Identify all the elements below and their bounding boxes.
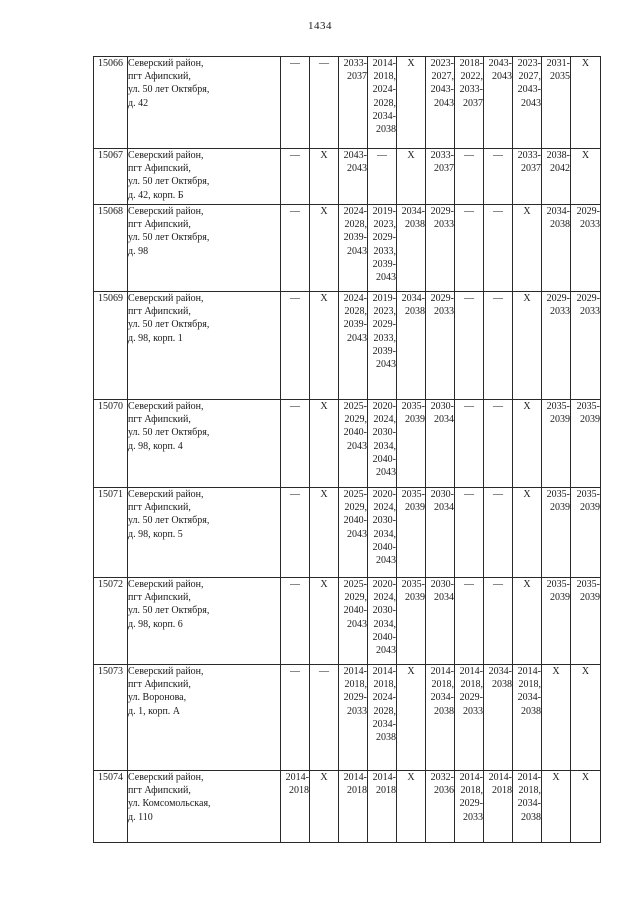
record-number: 15067 xyxy=(94,149,128,205)
period-cell: 2035- 2039 xyxy=(542,488,571,578)
period-cell: 2020- 2024, 2030- 2034, 2040- 2043 xyxy=(368,488,397,578)
address-line: Северский район, xyxy=(128,58,204,69)
period-cell: 2014- 2018 xyxy=(484,771,513,843)
period-cell: 2014- 2018, 2029- 2033 xyxy=(339,665,368,771)
period-cell: 2033- 2037 xyxy=(339,57,368,149)
address-cell xyxy=(128,292,281,400)
period-cell: 2034- 2038 xyxy=(484,665,513,771)
period-cell: — xyxy=(281,488,310,578)
address-line: ул. 50 лет Октября, xyxy=(128,176,210,188)
address-line: д. 98, корп. 4 xyxy=(128,440,183,452)
period-cell: 2018- 2022, 2033- 2037 xyxy=(455,57,484,149)
period-cell: 2035- 2039 xyxy=(571,400,601,488)
address-cell xyxy=(128,665,281,771)
period-cell: 2014- 2018, 2029- 2033 xyxy=(455,771,484,843)
period-cell: 2035- 2039 xyxy=(542,400,571,488)
address-cell xyxy=(128,205,281,292)
record-number: 15070 xyxy=(94,400,128,488)
period-cell: 2035- 2039 xyxy=(542,578,571,665)
table-row xyxy=(94,149,601,205)
period-cell: — xyxy=(281,578,310,665)
address-line: пгт Афипский, xyxy=(128,502,191,514)
address-line: д. 98, корп. 6 xyxy=(128,618,183,630)
record-number: 15074 xyxy=(94,771,128,843)
address-line: пгт Афипский, xyxy=(128,71,191,83)
address-line: Северский район, xyxy=(128,772,204,783)
address-line: ул. 50 лет Октября, xyxy=(128,84,210,96)
address-line: пгт Афипский, xyxy=(128,592,191,604)
period-cell: — xyxy=(368,149,397,205)
period-cell: X xyxy=(397,149,426,205)
period-cell: X xyxy=(571,149,601,205)
address-line: ул. Воронова, xyxy=(128,692,187,704)
period-cell: 2014- 2018 xyxy=(339,771,368,843)
period-cell: 2043- 2043 xyxy=(339,149,368,205)
address-line: ул. 50 лет Октября, xyxy=(128,427,210,439)
period-cell: 2029- 2033 xyxy=(571,205,601,292)
period-cell: 2035- 2039 xyxy=(397,578,426,665)
period-cell: 2029- 2033 xyxy=(542,292,571,400)
period-cell: — xyxy=(455,292,484,400)
period-cell: 2029- 2033 xyxy=(426,292,455,400)
period-cell: 2038- 2042 xyxy=(542,149,571,205)
period-cell: 2014- 2018, 2024- 2028, 2034- 2038 xyxy=(368,665,397,771)
period-cell: — xyxy=(310,665,339,771)
address-line: д. 1, корп. А xyxy=(128,705,181,717)
period-cell: — xyxy=(310,57,339,149)
period-cell: 2014- 2018, 2034- 2038 xyxy=(513,665,542,771)
address-line: ул. 50 лет Октября, xyxy=(128,232,210,244)
period-cell: 2020- 2024, 2030- 2034, 2040- 2043 xyxy=(368,578,397,665)
register-table xyxy=(93,56,601,843)
period-cell: 2023- 2027, 2043- 2043 xyxy=(513,57,542,149)
period-cell: 2025- 2029, 2040- 2043 xyxy=(339,578,368,665)
period-cell: 2019- 2023, 2029- 2033, 2039- 2043 xyxy=(368,205,397,292)
period-cell: 2014- 2018, 2034- 2038 xyxy=(513,771,542,843)
period-cell: 2025- 2029, 2040- 2043 xyxy=(339,400,368,488)
period-cell: — xyxy=(484,488,513,578)
period-cell: X xyxy=(310,205,339,292)
period-cell: 2014- 2018, 2029- 2033 xyxy=(455,665,484,771)
period-cell: 2035- 2039 xyxy=(397,400,426,488)
period-cell: X xyxy=(397,771,426,843)
table-row xyxy=(94,488,601,578)
period-cell: — xyxy=(484,205,513,292)
period-cell: — xyxy=(281,400,310,488)
period-cell: X xyxy=(397,57,426,149)
period-cell: 2031- 2035 xyxy=(542,57,571,149)
table-row xyxy=(94,771,601,843)
table-row xyxy=(94,57,601,149)
period-cell: 2030- 2034 xyxy=(426,578,455,665)
period-cell: — xyxy=(455,149,484,205)
period-cell: X xyxy=(542,665,571,771)
period-cell: X xyxy=(571,771,601,843)
record-number: 15071 xyxy=(94,488,128,578)
period-cell: 2025- 2029, 2040- 2043 xyxy=(339,488,368,578)
period-cell: 2023- 2027, 2043- 2043 xyxy=(426,57,455,149)
period-cell: X xyxy=(513,488,542,578)
address-line: пгт Афипский, xyxy=(128,306,191,318)
period-cell: X xyxy=(310,488,339,578)
period-cell: 2033- 2037 xyxy=(513,149,542,205)
period-cell: 2030- 2034 xyxy=(426,400,455,488)
address-line: Северский район, xyxy=(128,489,204,500)
period-cell: X xyxy=(513,205,542,292)
address-line: д. 42, корп. Б xyxy=(128,189,184,201)
address-line: д. 98 xyxy=(128,245,149,257)
period-cell: — xyxy=(484,400,513,488)
period-cell: 2035- 2039 xyxy=(571,578,601,665)
period-cell: X xyxy=(310,400,339,488)
period-cell: 2029- 2033 xyxy=(571,292,601,400)
address-line: Северский район, xyxy=(128,150,204,161)
address-line: Северский район, xyxy=(128,666,204,677)
address-line: ул. Комсомольская, xyxy=(128,798,211,810)
address-line: пгт Афипский, xyxy=(128,219,191,231)
period-cell: 2014- 2018 xyxy=(281,771,310,843)
address-line: д. 98, корп. 1 xyxy=(128,332,183,344)
address-cell xyxy=(128,771,281,843)
address-line: ул. 50 лет Октября, xyxy=(128,319,210,331)
period-cell: 2033- 2037 xyxy=(426,149,455,205)
table-row xyxy=(94,292,601,400)
address-line: д. 42 xyxy=(128,97,149,109)
period-cell: — xyxy=(455,578,484,665)
period-cell: X xyxy=(571,57,601,149)
period-cell: — xyxy=(281,149,310,205)
register-table-body xyxy=(94,57,601,843)
period-cell: — xyxy=(281,292,310,400)
record-number: 15068 xyxy=(94,205,128,292)
period-cell: — xyxy=(281,205,310,292)
period-cell: 2024- 2028, 2039- 2043 xyxy=(339,292,368,400)
record-number: 15066 xyxy=(94,57,128,149)
address-line: пгт Афипский, xyxy=(128,679,191,691)
table-row xyxy=(94,578,601,665)
period-cell: 2014- 2018, 2024- 2028, 2034- 2038 xyxy=(368,57,397,149)
record-number: 15069 xyxy=(94,292,128,400)
address-line: д. 110 xyxy=(128,811,153,823)
address-line: д. 98, корп. 5 xyxy=(128,528,183,540)
period-cell: 2030- 2034 xyxy=(426,488,455,578)
address-cell xyxy=(128,488,281,578)
period-cell: — xyxy=(484,149,513,205)
period-cell: 2014- 2018, 2034- 2038 xyxy=(426,665,455,771)
period-cell: — xyxy=(281,665,310,771)
period-cell: X xyxy=(310,771,339,843)
address-line: Северский район, xyxy=(128,579,204,590)
period-cell: X xyxy=(513,292,542,400)
period-cell: 2043- 2043 xyxy=(484,57,513,149)
period-cell: 2034- 2038 xyxy=(397,292,426,400)
table-row xyxy=(94,665,601,771)
period-cell: 2019- 2023, 2029- 2033, 2039- 2043 xyxy=(368,292,397,400)
address-cell xyxy=(128,400,281,488)
address-cell xyxy=(128,578,281,665)
address-cell xyxy=(128,57,281,149)
period-cell: X xyxy=(513,400,542,488)
address-cell xyxy=(128,149,281,205)
address-line: Северский район, xyxy=(128,401,204,412)
period-cell: — xyxy=(455,205,484,292)
period-cell: X xyxy=(397,665,426,771)
address-line: пгт Афипский, xyxy=(128,163,191,175)
period-cell: 2034- 2038 xyxy=(397,205,426,292)
address-line: Северский район, xyxy=(128,206,204,217)
address-line: ул. 50 лет Октября, xyxy=(128,605,210,617)
record-number: 15073 xyxy=(94,665,128,771)
period-cell: — xyxy=(484,578,513,665)
period-cell: X xyxy=(310,292,339,400)
period-cell: — xyxy=(455,488,484,578)
period-cell: 2035- 2039 xyxy=(571,488,601,578)
period-cell: 2034- 2038 xyxy=(542,205,571,292)
period-cell: X xyxy=(513,578,542,665)
period-cell: X xyxy=(571,665,601,771)
period-cell: 2014- 2018 xyxy=(368,771,397,843)
table-row xyxy=(94,400,601,488)
period-cell: X xyxy=(542,771,571,843)
period-cell: 2024- 2028, 2039- 2043 xyxy=(339,205,368,292)
table-row xyxy=(94,205,601,292)
period-cell: 2020- 2024, 2030- 2034, 2040- 2043 xyxy=(368,400,397,488)
address-line: Северский район, xyxy=(128,293,204,304)
period-cell: — xyxy=(484,292,513,400)
address-line: ул. 50 лет Октября, xyxy=(128,515,210,527)
address-line: пгт Афипский, xyxy=(128,785,191,797)
period-cell: 2032- 2036 xyxy=(426,771,455,843)
record-number: 15072 xyxy=(94,578,128,665)
page-number: 1434 xyxy=(308,20,332,32)
period-cell: 2029- 2033 xyxy=(426,205,455,292)
period-cell: — xyxy=(281,57,310,149)
period-cell: — xyxy=(455,400,484,488)
period-cell: X xyxy=(310,578,339,665)
period-cell: 2035- 2039 xyxy=(397,488,426,578)
period-cell: X xyxy=(310,149,339,205)
address-line: пгт Афипский, xyxy=(128,414,191,426)
